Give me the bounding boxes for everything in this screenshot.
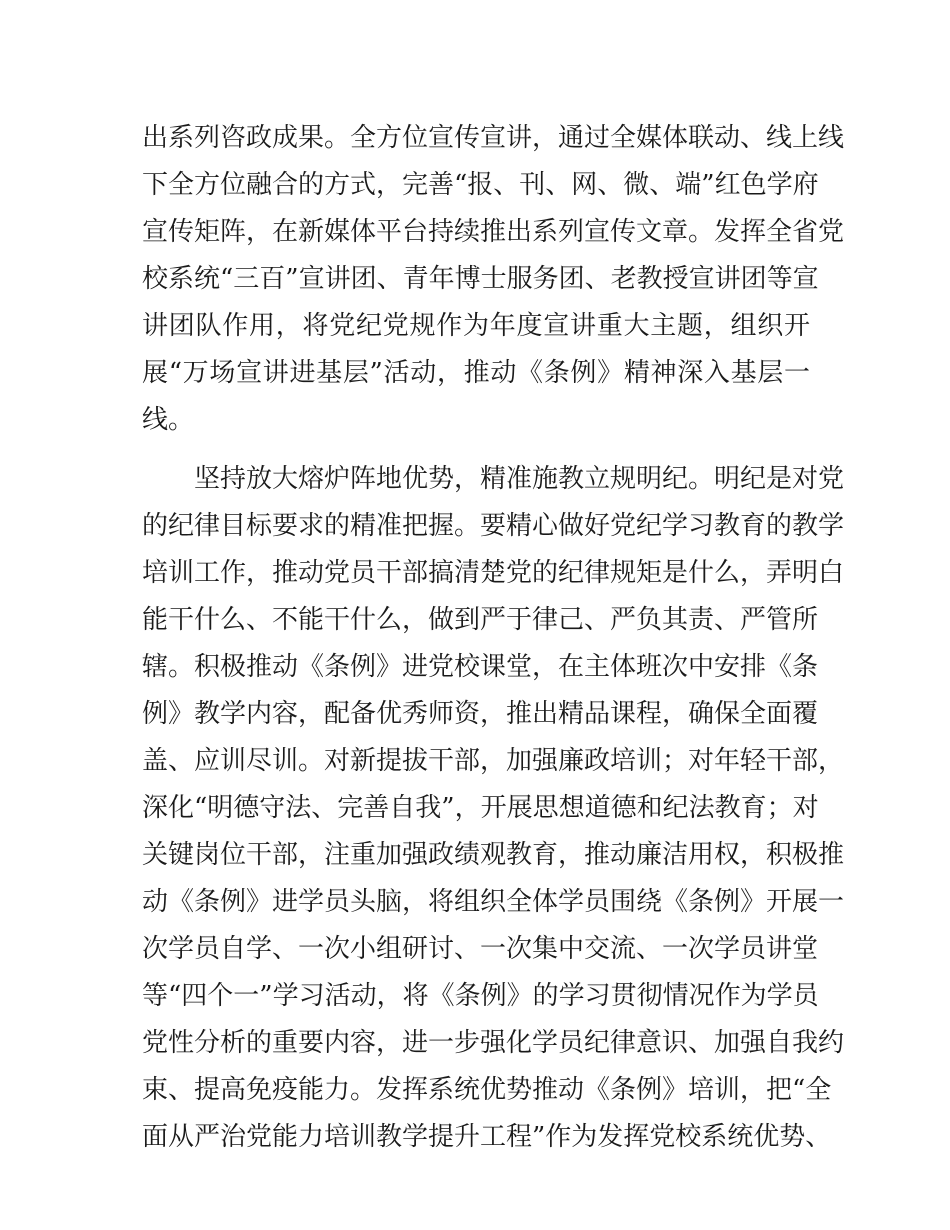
paragraph-line: 线。	[142, 405, 195, 435]
paragraph-line: 下全方位融合的方式，完善“报、刊、网、微、端”红色学府	[142, 170, 819, 200]
paragraph-line: 培训工作，推动党员干部搞清楚党的纪律规矩是什么，弄明白	[142, 558, 845, 588]
paragraph-line: 动《条例》进学员头脑，将组织全体学员围绕《条例》开展一	[142, 887, 845, 917]
paragraph-line: 坚持放大熔炉阵地优势，精准施教立规明纪。明纪是对党	[194, 464, 845, 494]
paragraph-line: 党性分析的重要内容，进一步强化学员纪律意识、加强自我约	[142, 1028, 845, 1058]
paragraph-line: 能干什么、不能干什么，做到严于律己、严负其责、严管所	[142, 605, 819, 635]
paragraph-line: 深化“明德守法、完善自我”，开展思想道德和纪法教育；对	[142, 793, 819, 823]
paragraph-line: 束、提高免疫能力。发挥系统优势推动《条例》培训，把“全	[142, 1075, 832, 1105]
paragraph-line: 面从严治党能力培训教学提升工程”作为发挥党校系统优势、	[142, 1122, 832, 1152]
paragraph-line: 盖、应训尽训。对新提拔干部，加强廉政培训；对年轻干部，	[142, 746, 845, 776]
paragraph-line: 辖。积极推动《条例》进党校课堂，在主体班次中安排《条	[142, 652, 819, 682]
paragraph-line: 讲团队作用，将党纪党规作为年度宣讲重大主题，组织开	[142, 311, 810, 341]
paragraph-line: 关键岗位干部，注重加强政绩观教育，推动廉洁用权，积极推	[142, 840, 845, 870]
paragraph-line: 的纪律目标要求的精准把握。要精心做好党纪学习教育的教学	[142, 511, 845, 541]
paragraph-line: 等“四个一”学习活动，将《条例》的学习贯彻情况作为学员	[142, 981, 819, 1011]
paragraph-line: 宣传矩阵，在新媒体平台持续推出系列宣传文章。发挥全省党	[142, 217, 845, 247]
paragraph-line: 展“万场宣讲进基层”活动，推动《条例》精神深入基层一	[142, 358, 810, 388]
paragraph-line: 次学员自学、一次小组研讨、一次集中交流、一次学员讲堂	[142, 934, 819, 964]
paragraph-line: 例》教学内容，配备优秀师资，推出精品课程，确保全面覆	[142, 699, 819, 729]
paragraph-line: 校系统“三百”宣讲团、青年博士服务团、老教授宣讲团等宣	[142, 264, 819, 294]
paragraph-line: 出系列咨政成果。全方位宣传宣讲，通过全媒体联动、线上线	[142, 123, 845, 153]
